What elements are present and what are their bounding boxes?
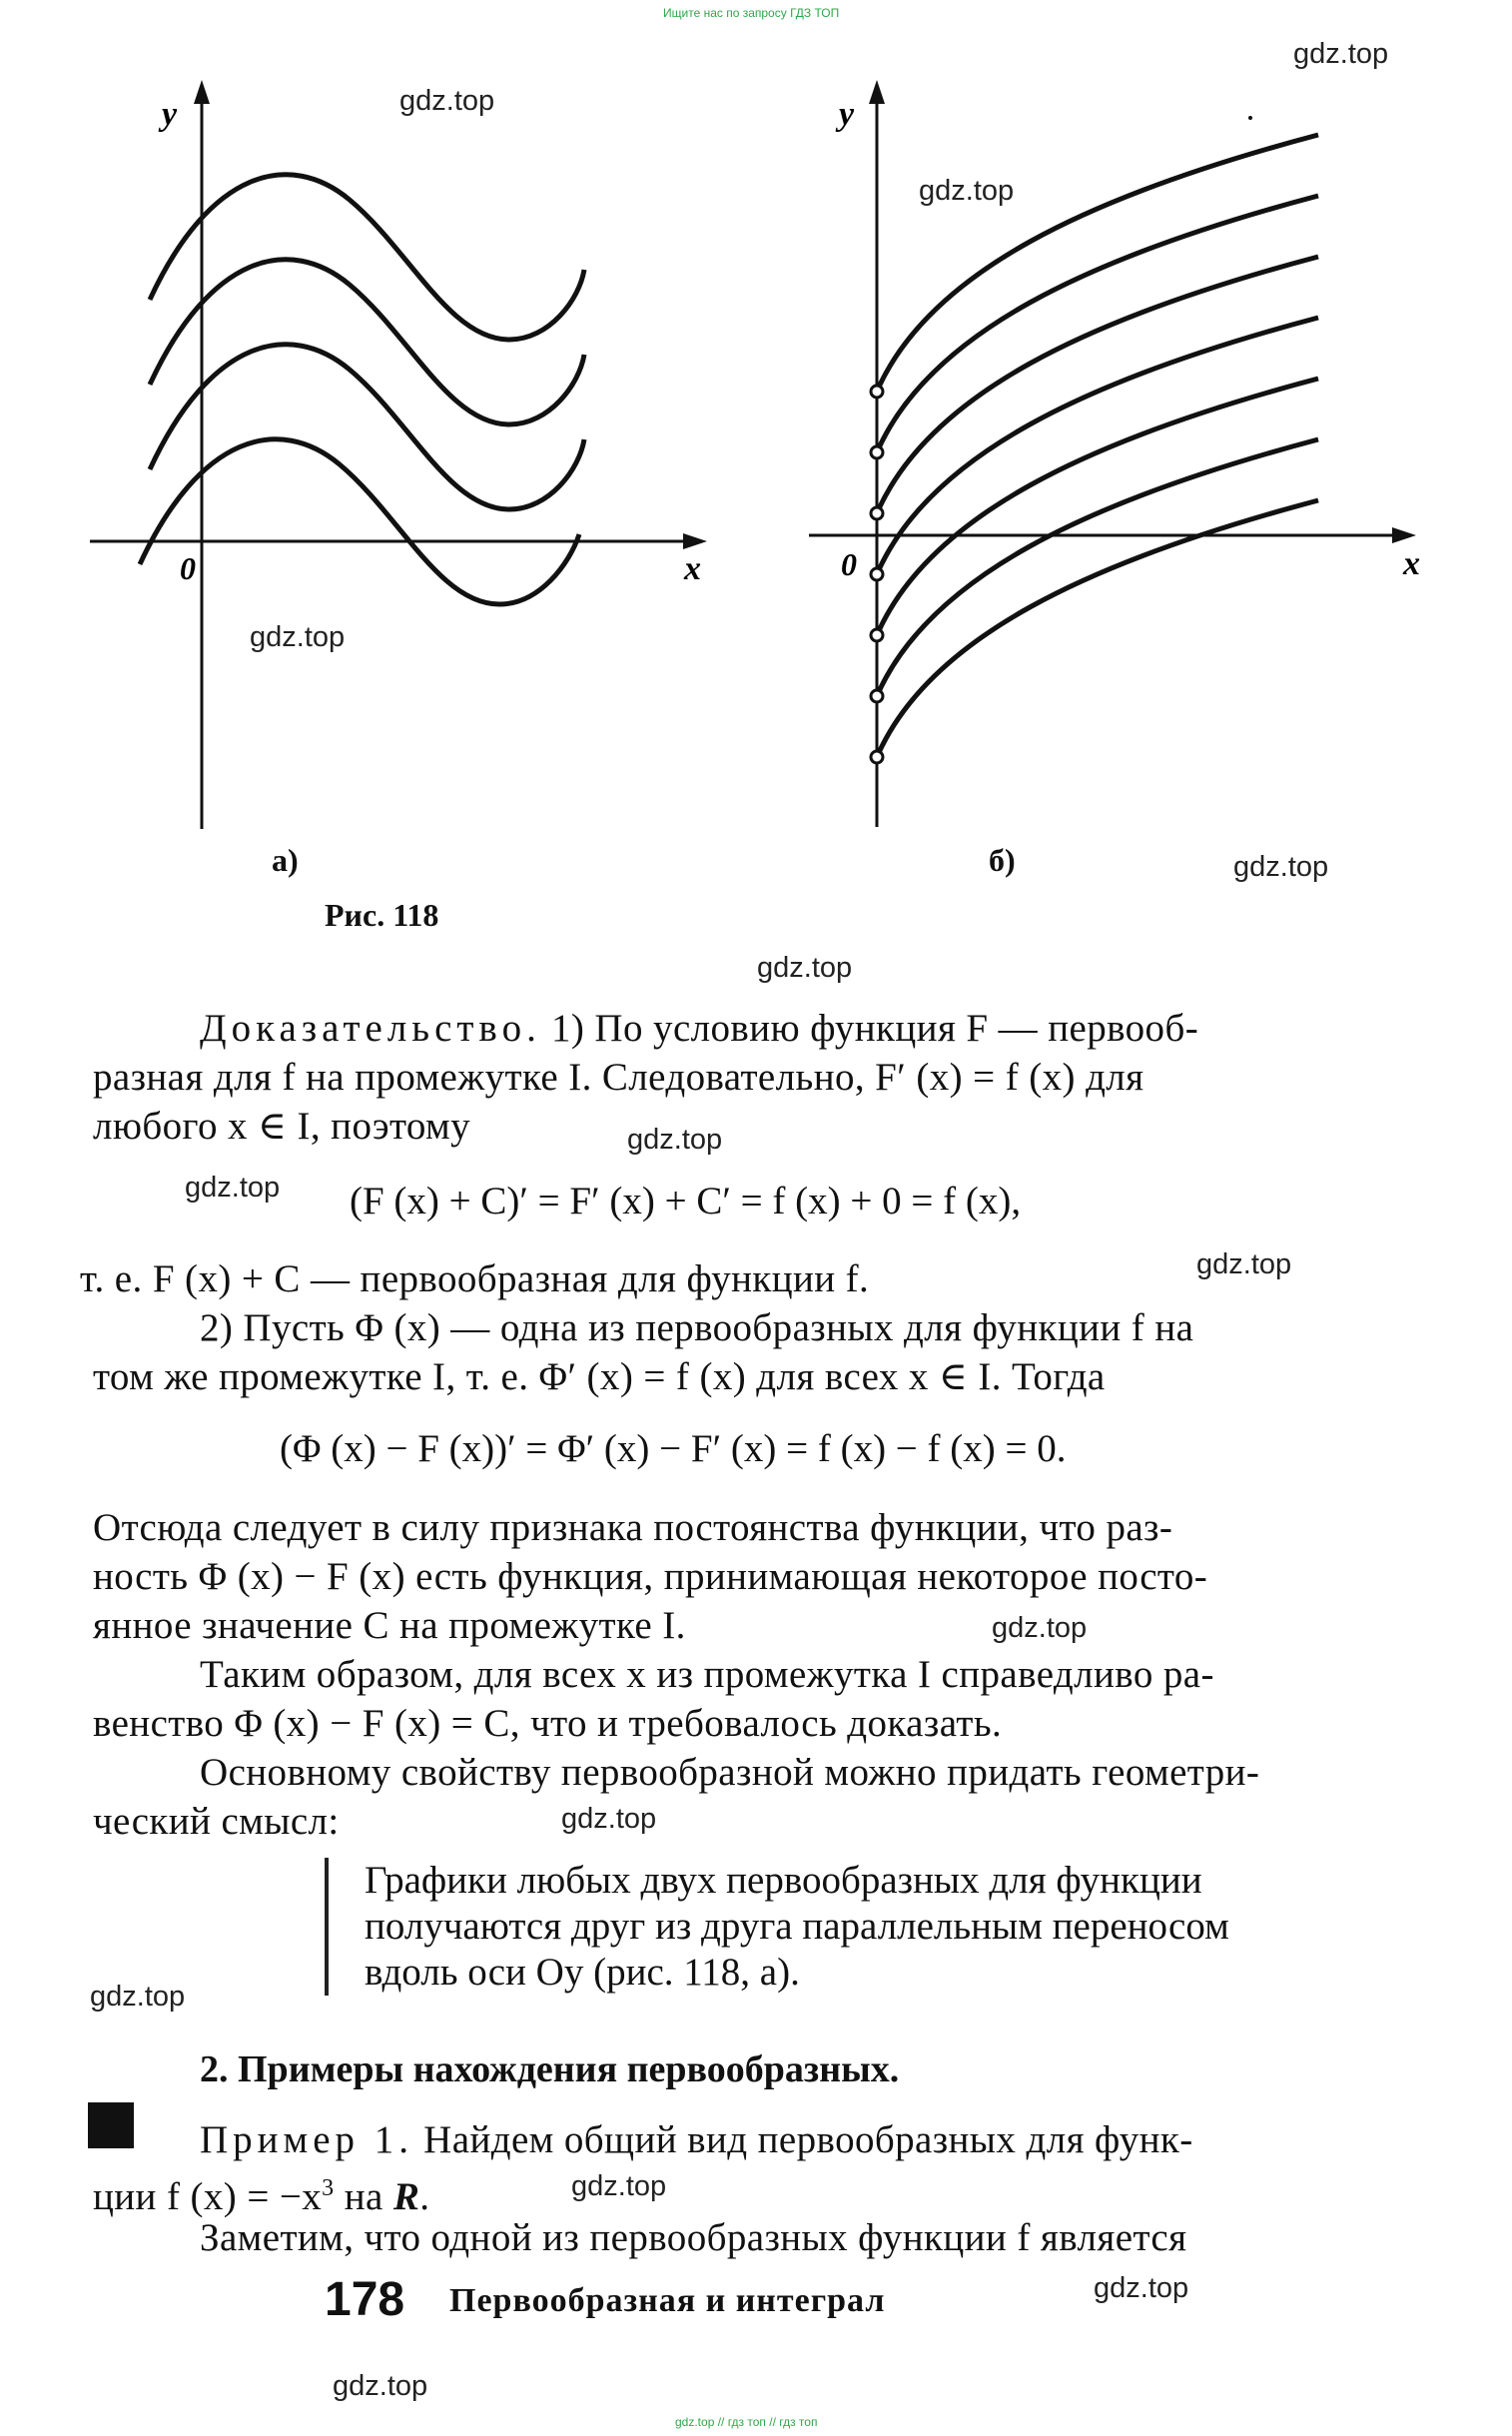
page-number: 178 (325, 2273, 405, 2326)
theorem-line-3: вдоль оси Oy (рис. 118, а). (365, 1951, 800, 1994)
figure-panel-b (789, 80, 1448, 859)
watermark: gdz.top (757, 952, 853, 984)
x-axis-label-b: x (1403, 545, 1420, 582)
watermark: gdz.top (399, 85, 495, 117)
proof-line-7: Отсюда следует в силу признака постоянства функции, что раз- (93, 1506, 1173, 1549)
figure-panel-a (80, 80, 719, 859)
watermark: gdz.top (250, 621, 346, 653)
proof-line-8: ность Φ (x) − F (x) есть функция, принимающая некоторое посто- (93, 1555, 1208, 1598)
watermark: gdz.top (333, 2370, 428, 2402)
proof-line-6: том же промежутке I, т. е. Φ′ (x) = f (x) для всех x ∈ I. Тогда (93, 1355, 1106, 1398)
example-period: . (419, 2175, 430, 2218)
example-line-1 (200, 2115, 1193, 2164)
watermark: gdz.top (185, 1172, 281, 1204)
panel-a-label: а) (272, 842, 299, 878)
top-notice: Ищите нас по запросу ГДЗ ТОП (663, 6, 840, 20)
x-axis-label-a: x (684, 550, 701, 587)
proof-line-11: венство Φ (x) − F (x) = C, что и требовалось доказать. (93, 1702, 1003, 1745)
example-line-1-rest: Найдем общий вид первообразных для функ- (413, 2118, 1193, 2161)
formula-2: (Φ (x) − F (x))′ = Φ′ (x) − F′ (x) = f (x) − f (x) = 0. (280, 1427, 1067, 1470)
watermark: gdz.top (627, 1124, 723, 1156)
watermark: gdz.top (1196, 1248, 1292, 1280)
origin-label-b: 0 (841, 546, 857, 582)
y-axis-label-b: y (839, 96, 855, 133)
proof-line-10: Таким образом, для всех x из промежутка I справедливо ра- (200, 1653, 1214, 1696)
sine-curves (140, 175, 584, 604)
watermark: gdz.top (1233, 851, 1329, 883)
figure-caption: Рис. 118 (325, 897, 439, 933)
example-function: ции f (x) = −x (93, 2175, 323, 2218)
section-heading: 2. Примеры нахождения первообразных. (200, 2048, 900, 2090)
proof-line-1-rest: 1) По условию функция F — первооб- (540, 1007, 1199, 1050)
example-marker-icon (88, 2102, 134, 2148)
watermark: gdz.top (561, 1803, 657, 1835)
example-set: R (392, 2175, 420, 2218)
proof-line-9: янное значение C на промежутке I. (93, 1604, 686, 1647)
proof-line-2: разная для f на промежутке I. Следовательно, F′ (x) = f (x) для (93, 1056, 1144, 1099)
proof-lead: Доказательство. (200, 1007, 541, 1050)
watermark: gdz.top (1094, 2272, 1189, 2304)
bottom-notice: gdz.top // гдз топ // гдз топ (675, 2415, 818, 2429)
example-line-3: Заметим, что одной из первообразных функции f является (200, 2216, 1187, 2259)
watermark: gdz.top (90, 1981, 186, 2013)
example-on: на (334, 2175, 393, 2218)
proof-line-1 (200, 1004, 1198, 1053)
theorem-box (325, 1858, 1229, 1996)
proof-line-13: ческий смысл: (93, 1800, 340, 1843)
chapter-title: Первообразная и интеграл (449, 2282, 886, 2319)
theorem-line-2: получаются друг из друга параллельным переносом (365, 1905, 1229, 1948)
example-lead: Пример 1. (200, 2118, 414, 2161)
formula-1: (F (x) + C)′ = F′ (x) + C′ = f (x) + 0 = f (x), (350, 1180, 1022, 1222)
watermark: gdz.top (571, 2170, 667, 2202)
proof-line-3: любого x ∈ I, поэтому (93, 1105, 471, 1148)
y-axis-label-a: y (162, 96, 178, 133)
example-exponent: 3 (322, 2175, 335, 2201)
watermark: gdz.top (992, 1612, 1088, 1644)
watermark: gdz.top (1293, 38, 1389, 70)
panel-b-label: б) (989, 842, 1016, 878)
proof-line-4: т. е. F (x) + C — первообразная для функции f. (80, 1257, 870, 1300)
origin-label-a: 0 (180, 550, 196, 586)
proof-line-12: Основному свойству первообразной можно придать геометри- (200, 1751, 1260, 1794)
sqrt-curves (877, 135, 1318, 757)
proof-line-5: 2) Пусть Φ (x) — одна из первообразных для функции f на (200, 1306, 1194, 1349)
watermark: gdz.top (919, 175, 1015, 207)
theorem-line-1: Графики любых двух первообразных для функции (365, 1859, 1202, 1902)
